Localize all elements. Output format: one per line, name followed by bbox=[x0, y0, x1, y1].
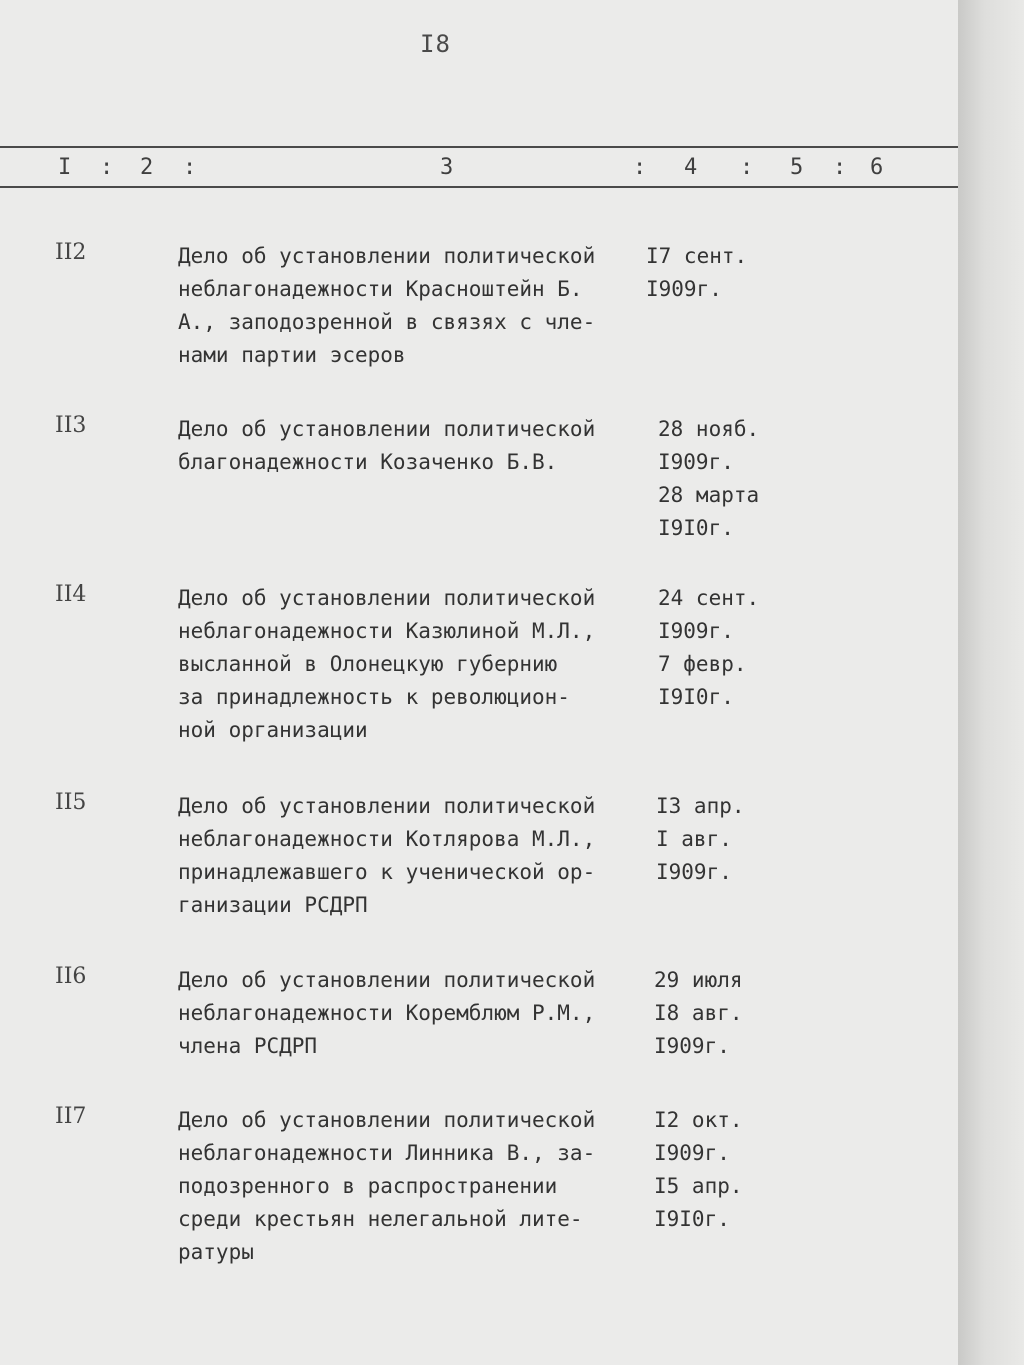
entry-number: II6 bbox=[55, 964, 87, 989]
column-separator: : bbox=[100, 155, 114, 180]
entry-dates: I7 сент. I909г. bbox=[646, 244, 748, 301]
entry-dates: 29 июля I8 авг. I909г. bbox=[654, 968, 743, 1058]
entry-number: II2 bbox=[55, 240, 87, 265]
entry-dates: I2 окт. I909г. I5 апр. I9I0г. bbox=[654, 1108, 743, 1231]
column-number-2: 2 bbox=[140, 155, 154, 180]
entry-description: Дело об установлении политической неблагонадежности Красноштейн Б. А., заподозренной в связях с чле- нами партии эсеров bbox=[178, 244, 596, 367]
page-number: I8 bbox=[420, 30, 451, 58]
column-separator: : bbox=[833, 155, 847, 180]
entry-number: II7 bbox=[55, 1104, 87, 1129]
column-separator: : bbox=[633, 155, 647, 180]
entry-number: II4 bbox=[55, 582, 87, 607]
entry-description: Дело об установлении политической благонадежности Козаченко Б.В. bbox=[178, 417, 596, 474]
entry-description: Дело об установлении политической неблагонадежности Котлярова М.Л., принадлежавшего к ученической ор- ганизации РСДРП bbox=[178, 794, 596, 917]
column-number-1: I bbox=[58, 155, 72, 180]
entry-number: II5 bbox=[55, 790, 87, 815]
column-number-6: 6 bbox=[870, 155, 884, 180]
entry-dates: 24 сент. I909г. 7 февр. I9I0г. bbox=[658, 586, 760, 709]
column-separator: : bbox=[740, 155, 754, 180]
column-number-5: 5 bbox=[790, 155, 804, 180]
next-page-edge bbox=[958, 0, 1024, 1365]
entry-description: Дело об установлении политической неблагонадежности Коремблюм Р.М., члена РСДРП bbox=[178, 968, 596, 1058]
column-number-3: 3 bbox=[440, 155, 454, 180]
header-rule-bottom bbox=[0, 186, 958, 188]
header-rule-top bbox=[0, 146, 958, 148]
entry-number: II3 bbox=[55, 413, 87, 438]
entry-dates: 28 нояб. I909г. 28 марта I9I0г. bbox=[658, 417, 760, 540]
column-number-4: 4 bbox=[684, 155, 698, 180]
entry-description: Дело об установлении политической неблагонадежности Линника В., за- подозренного в распространении среди крестьян нелегальной лите- ратуры bbox=[178, 1108, 596, 1264]
entry-description: Дело об установлении политической неблагонадежности Казюлиной М.Л., высланной в Олонецкую губернию за принадлежность к революцион- ной организации bbox=[178, 586, 596, 742]
entry-dates: I3 апр. I авг. I909г. bbox=[656, 794, 745, 884]
column-separator: : bbox=[183, 155, 197, 180]
